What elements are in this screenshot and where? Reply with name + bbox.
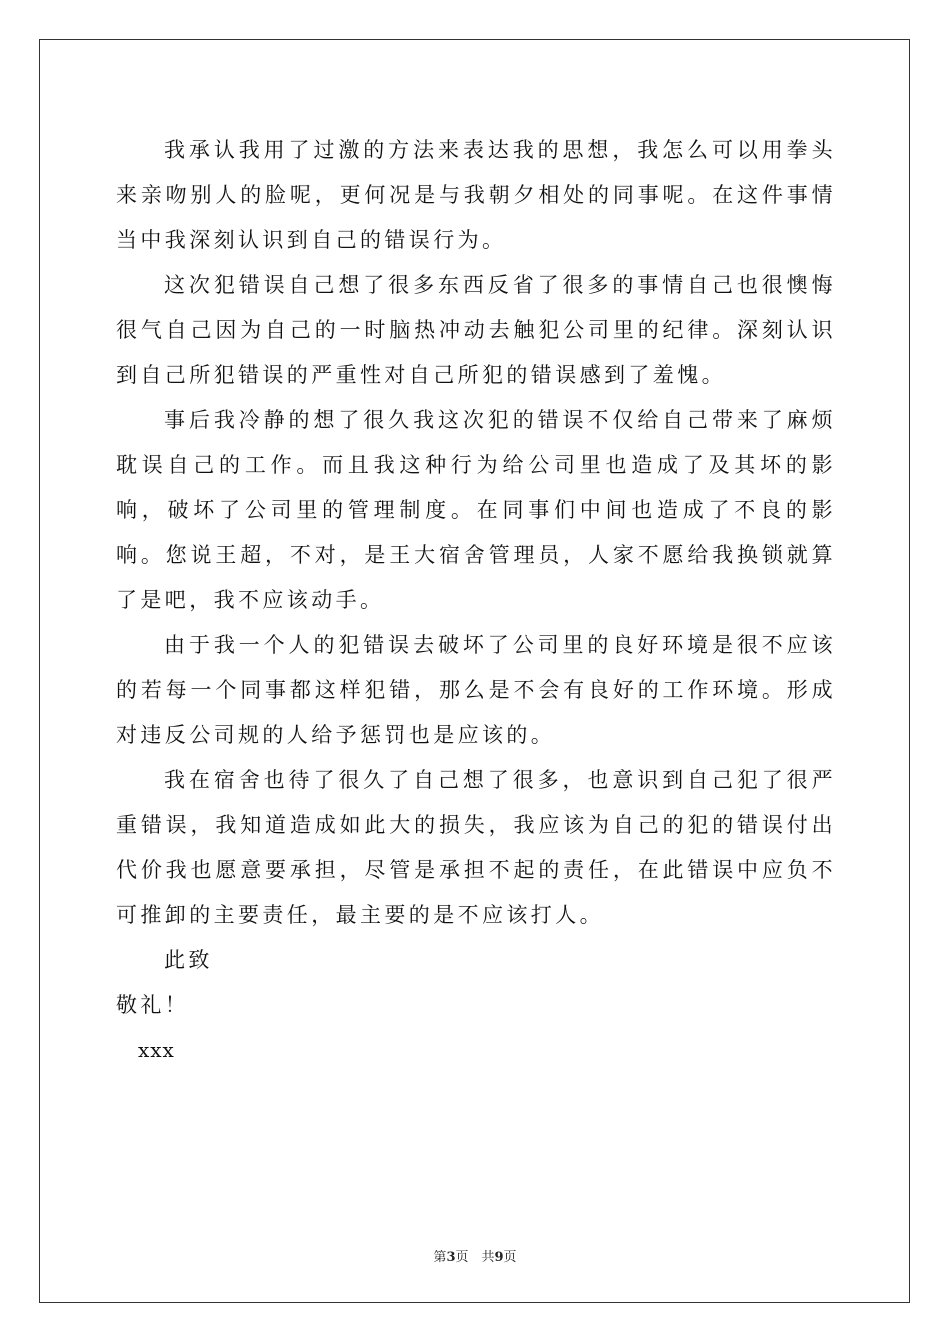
page-suffix: 页 — [503, 1250, 517, 1265]
signature: xxx — [138, 1038, 175, 1062]
salute-line: 敬礼！ — [116, 993, 190, 1017]
page-footer — [0, 1246, 950, 1265]
page-prefix: 第 — [433, 1250, 447, 1265]
paragraph-4: 由于我一个人的犯错误去破坏了公司里的良好环境是很不应该的若每一个同事都这样犯错，那么是不会有良好的工作环境。形成对违反公司规的人给予惩罚也是应该的。 — [116, 633, 836, 747]
paragraph-5: 我在宿舍也待了很久了自己想了很多，也意识到自己犯了很严重错误，我知道造成如此大的损失，我应该为自己的犯的错误付出代价我也愿意要承担，尽管是承担不起的责任，在此错误中应负不可推卸的主要责任，最主要的是不应该打人。 — [116, 768, 836, 927]
total-pages-number: 9 — [494, 1250, 504, 1265]
paragraph-1: 我承认我用了过激的方法来表达我的思想，我怎么可以用拳头来亲吻别人的脸呢，更何况是与我朝夕相处的同事呢。在这件事情当中我深刻认识到自己的错误行为。 — [116, 138, 836, 252]
current-page-number: 3 — [446, 1250, 456, 1265]
closing-line: 此致 — [164, 948, 213, 972]
document-body — [116, 128, 836, 1073]
page-mid: 页 共 — [455, 1250, 495, 1265]
paragraph-3: 事后我冷静的想了很久我这次犯的错误不仅给自己带来了麻烦耽误自己的工作。而且我这种行为给公司里也造成了及其坏的影响，破坏了公司里的管理制度。在同事们中间也造成了不良的影响。您说王超，不对，是王大宿舍管理员，人家不愿给我换锁就算了是吧，我不应该动手。 — [116, 408, 836, 612]
paragraph-2: 这次犯错误自己想了很多东西反省了很多的事情自己也很懊悔很气自己因为自己的一时脑热冲动去触犯公司里的纪律。深刻认识到自己所犯错误的严重性对自己所犯的错误感到了羞愧。 — [116, 273, 836, 387]
